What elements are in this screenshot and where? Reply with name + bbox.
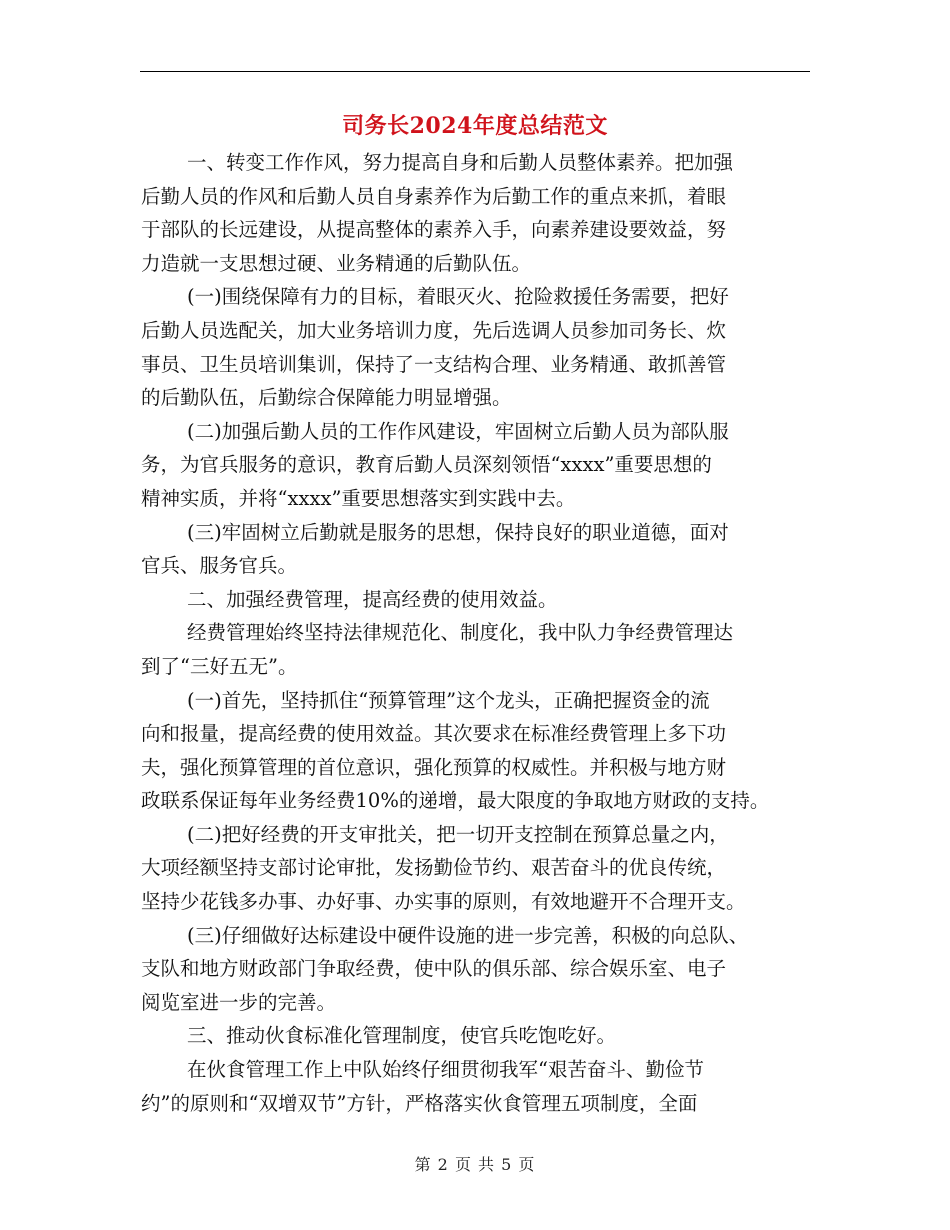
text-line: 三、推动伙食标准化管理制度，使官兵吃饱吃好。 <box>187 1024 617 1048</box>
text-line: 的后勤队伍，后勤综合保障能力明显增强。 <box>141 386 512 410</box>
text-line: 向和报量，提高经费的使用效益。其次要求在标准经费管理上多下功 <box>141 722 727 746</box>
text-line: 大项经额坚持支部讨论审批，发扬勤俭节约、艰苦奋斗的优良传统， <box>141 856 727 880</box>
text-line: (二)加强后勤人员的工作作风建设，牢固树立后勤人员为部队服 <box>187 419 729 443</box>
paragraph <box>141 415 831 516</box>
text-line: 阅览室进一步的完善。 <box>141 990 337 1014</box>
text-line: 夫，强化预算管理的首位意识，强化预算的权威性。并积极与地方财 <box>141 755 727 779</box>
text-line: 后勤人员的作风和后勤人员自身素养作为后勤工作的重点来抓，着眼 <box>141 184 727 208</box>
text-line: (一)围绕保障有力的目标，着眼灭火、抢险救援任务需要，把好 <box>187 285 729 309</box>
text-line: 务，为官兵服务的意识，教育后勤人员深刻领悟“xxxx”重要思想的 <box>141 453 712 477</box>
document-title: 司务长2024年度总结范文 <box>342 113 608 139</box>
text-line: 政联系保证每年业务经费10%的递增，最大限度的争取地方财政的支持。 <box>141 789 770 813</box>
document-body <box>141 146 831 1120</box>
text-line: (一)首先，坚持抓住“预算管理”这个龙头，正确把握资金的流 <box>187 688 710 712</box>
paragraph <box>141 516 831 583</box>
text-line: 力造就一支思想过硬、业务精通的后勤队伍。 <box>141 251 532 275</box>
text-line: 到了“三好五无”。 <box>141 654 298 678</box>
text-line: 事员、卫生员培训集训，保持了一支结构合理、业务精通、敢抓善管 <box>141 352 727 376</box>
paragraph <box>141 280 831 414</box>
paragraph <box>141 146 831 280</box>
text-line: 一、转变工作作风，努力提高自身和后勤人员整体素养。把加强 <box>187 151 734 174</box>
text-line: (三)仔细做好达标建设中硬件设施的进一步完善，积极的向总队、 <box>187 923 749 947</box>
text-line: 后勤人员选配关，加大业务培训力度，先后选调人员参加司务长、炊 <box>141 318 727 342</box>
text-line: 经费管理始终坚持法律规范化、制度化，我中队力争经费管理达 <box>187 621 734 645</box>
paragraph <box>141 1053 831 1120</box>
text-line: 于部队的长远建设，从提高整体的素养入手，向素养建设要效益，努 <box>141 218 727 242</box>
text-line: 精神实质，并将“xxxx”重要思想落实到实践中去。 <box>141 486 576 510</box>
text-line: 在伙食管理工作上中队始终仔细贯彻我军“艰苦奋斗、勤俭节 <box>187 1058 704 1082</box>
paragraph <box>141 616 831 683</box>
paragraph <box>141 818 831 919</box>
paragraph <box>141 583 831 617</box>
text-line: 支队和地方财政部门争取经费，使中队的俱乐部、综合娱乐室、电子 <box>141 957 727 981</box>
paragraph <box>141 1019 831 1053</box>
page-footer: 第 2 页 共 5 页 <box>414 1155 536 1174</box>
paragraph <box>141 919 831 1020</box>
text-line: (二)把好经费的开支审批关，把一切开支控制在预算总量之内， <box>187 822 729 846</box>
header-rule <box>140 71 810 72</box>
paragraph <box>141 684 831 818</box>
text-line: 约”的原则和“双增双节”方针，严格落实伙食管理五项制度，全面 <box>141 1091 698 1115</box>
text-line: (三)牢固树立后勤就是服务的思想，保持良好的职业道德，面对 <box>187 520 729 544</box>
text-line: 二、加强经费管理，提高经费的使用效益。 <box>187 587 558 611</box>
text-line: 坚持少花钱多办事、办好事、办实事的原则，有效地避开不合理开支。 <box>141 890 746 914</box>
text-line: 官兵、服务官兵。 <box>141 554 298 578</box>
